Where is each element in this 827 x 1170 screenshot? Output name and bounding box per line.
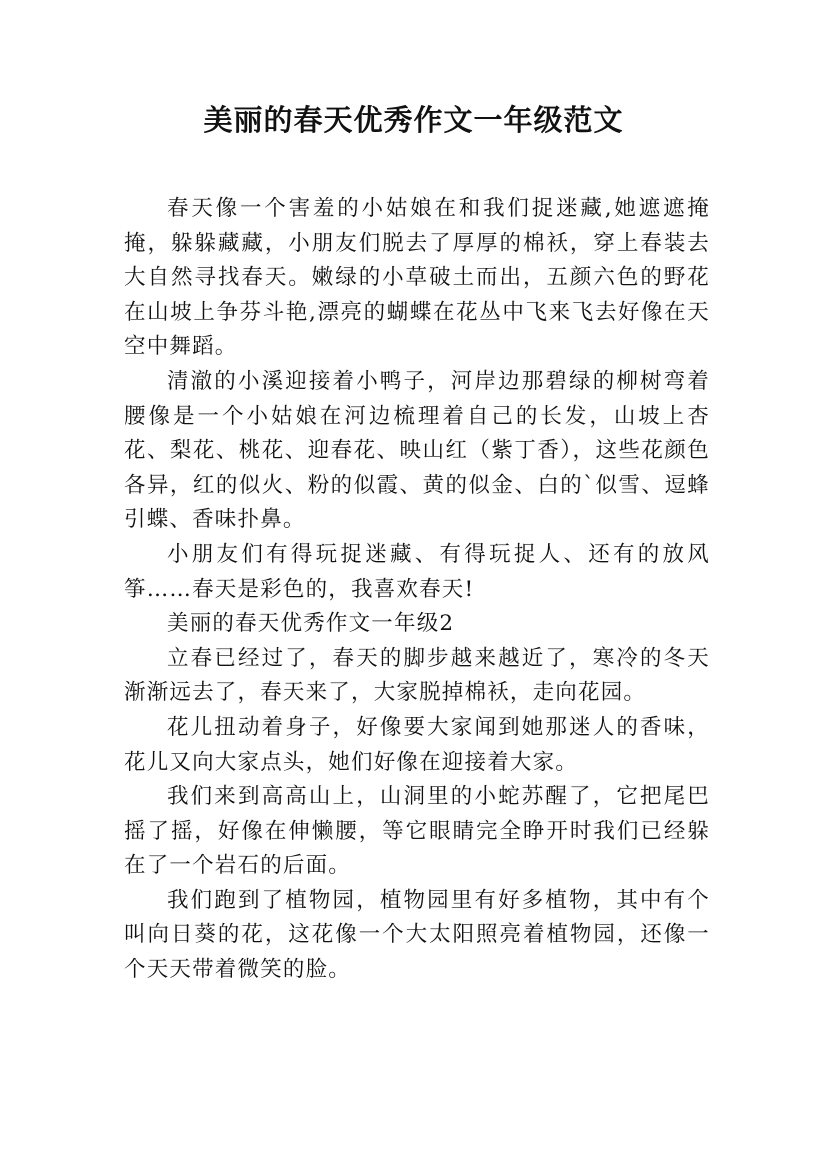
document-title: 美丽的春天优秀作文一年级范文: [203, 103, 624, 137]
paragraph-6: 我们来到高高山上，山洞里的小蛇苏醒了，它把尾巴摇了摇，好像在伸懒腰，等它眼睛完全睁开时我们已经躲在了一个岩石的后面。: [124, 784, 710, 879]
document-body: [124, 192, 710, 988]
section-heading-2: 美丽的春天优秀作文一年级2: [167, 611, 455, 637]
paragraph-5: 花儿扭动着身子，好像要大家闻到她那迷人的香味，花儿又向大家点头，她们好像在迎接着大家。: [124, 714, 710, 775]
paragraph-1: 春天像一个害羞的小姑娘在和我们捉迷藏,她遮遮掩掩，躲躲藏藏，小朋友们脱去了厚厚的棉袄，穿上春装去大自然寻找春天。嫩绿的小草破土而出，五颜六色的野花在山坡上争芬斗艳,漂亮的蝴蝶在花丛中飞来飞去好像在天空中舞蹈。: [124, 196, 710, 360]
paragraph-7: 我们跑到了植物园，植物园里有好多植物，其中有个叫向日葵的花，这花像一个大太阳照亮着植物园，还像一个天天带着微笑的脸。: [124, 887, 710, 983]
paragraph-3: 小朋友们有得玩捉迷藏、有得玩捉人、还有的放风筝……春天是彩色的，我喜欢春天!: [124, 541, 710, 602]
paragraph-4: 立春已经过了，春天的脚步越来越近了，寒冷的冬天渐渐远去了，春天来了，大家脱掉棉袄，走向花园。: [124, 645, 710, 706]
paragraph-2: 清澈的小溪迎接着小鸭子，河岸边那碧绿的柳树弯着腰像是一个小姑娘在河边梳理着自己的长发，山坡上杏花、梨花、桃花、迎春花、映山红（紫丁香），这些花颜色各异，红的似火、粉的似霞、黄的似金、白的`似雪、逗蜂引蝶、香味扑鼻。: [124, 368, 710, 533]
